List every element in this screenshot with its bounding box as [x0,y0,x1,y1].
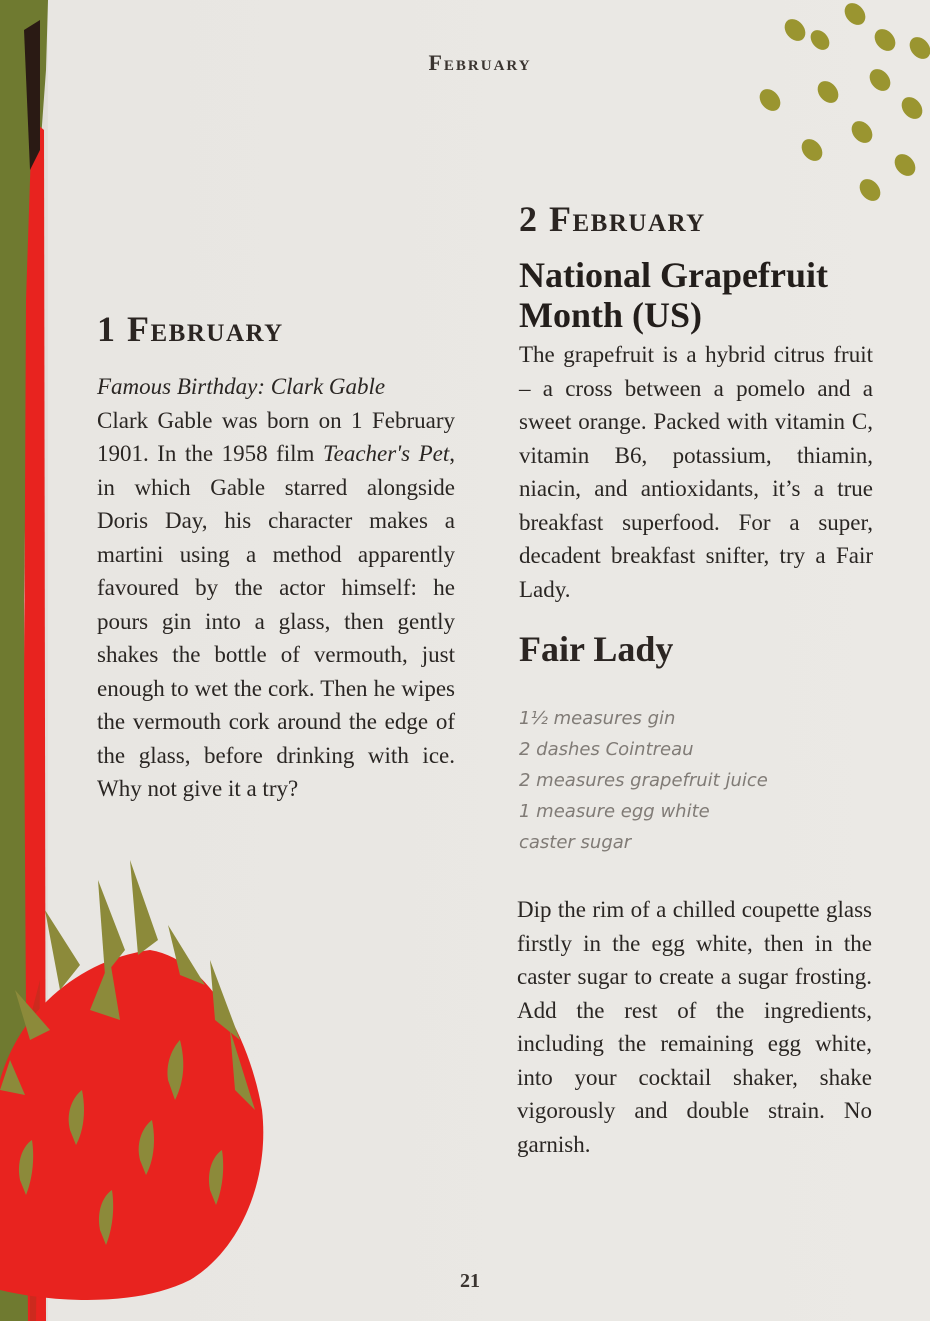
entry1-body-part1: Clark Gable was born on 1 February 1901. In the 1958 film [97,407,455,466]
recipe-title: Fair Lady [519,629,674,669]
entry1-body [97,404,455,806]
ingredient-item: 1 measure egg white [519,801,710,822]
entry1-text [97,370,455,806]
decorative-dots [755,0,930,205]
entry2-body: The grapefruit is a hybrid citrus fruit – a cross between a pomelo and a sweet orange. Packed with vitamin C, vitamin B6, potassium, thiamin, niacin, and antioxidants, it’s a true breakfast superfood. For a super, decadent breakfast snifter, try a Fair Lady. [519,342,873,602]
ingredient-item: 1½ measures gin [519,708,676,729]
fruit-scale [130,860,158,955]
entry2-date-heading: 2 February [519,199,706,239]
fruit-scale [45,910,80,990]
entry1-subtitle: Famous Birthday: Clark Gable [97,374,386,399]
entry1-body-part2: , in which Gable starred alongside Doris Day, his character makes a martini using a method apparently favoured by the actor himself: he pours gin into a glass, then gently shakes the bottle of vermouth, just enough to wet the cork. Then he wipes the vermouth cork around the edge of the glass, before drinking with ice. Why not give it a try? [97,441,455,801]
entry2-title: National Grapefruit Month (US) [519,255,828,335]
ingredient-item: 2 measures grapefruit juice [519,770,768,791]
page-number: 21 [460,1270,480,1292]
ingredient-item: 2 dashes Cointreau [519,739,694,760]
ingredient-list [519,703,768,858]
ingredient-item: caster sugar [519,832,632,853]
entry1-film-title: Teacher's Pet [322,441,450,466]
entry1-date-heading: 1 February [97,309,284,349]
running-head: February [428,50,532,75]
recipe-method: Dip the rim of a chilled coupette glass firstly in the egg white, then in the caster sugar to create a sugar frosting. Add the rest of the ingredients, including the remaining egg white, into your cocktail shaker, shake vigorously and double strain. No garnish. [517,897,872,1157]
